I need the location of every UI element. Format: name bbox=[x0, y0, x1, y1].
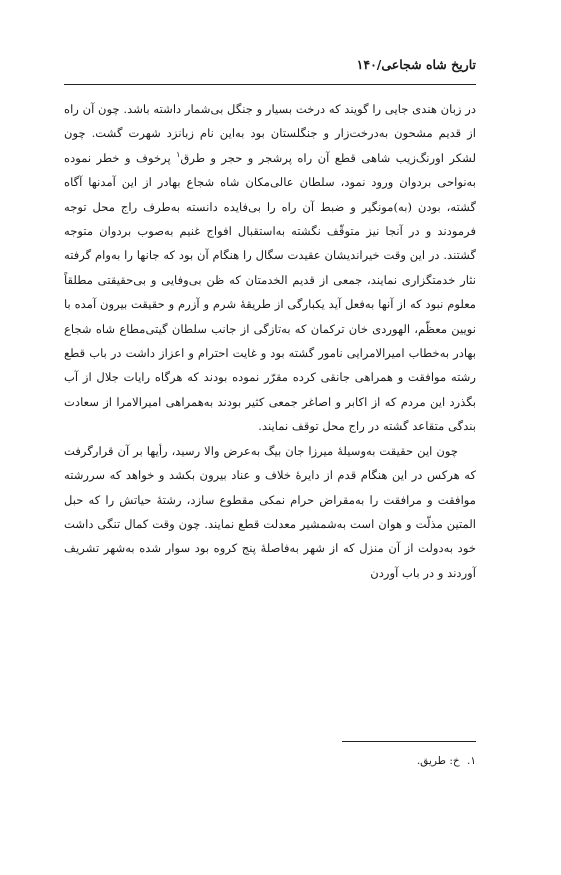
paragraph-2: چون این حقیقت به‌وسیلهٔ میرزا جان بیگ به‌عرض والا رسید، رأیها بر آن قرارگرفت که هرکس در این هنگام قدم از دایرهٔ خلاف و عناد بیرون بکشد و خواهد که سررشته موافقت و مرافقت را به‌مقراض حرام نمکی مقطوع سازد، رشتهٔ حیاتش را که حبل المتین مذلّت و هوان است به‌شمشیر معدلت قطع نمایند. چون وقت کمال تنگی داشت خود به‌دولت از آن منزل که از شهر به‌فاصلهٔ پنج کروه بود سوار شده به‌شهر تشریف آوردند و در باب آوردن bbox=[64, 443, 476, 580]
running-header: تاریخ شاه شجاعی/۱۴۰ bbox=[356, 57, 476, 72]
header-rule bbox=[64, 84, 476, 85]
footnote-1 bbox=[64, 752, 476, 770]
footnote-ref-1: ۱ bbox=[176, 149, 181, 159]
footnote-text: خ: طریق. bbox=[416, 755, 460, 767]
paragraph-1-text: در زبان هندی جایی را گویند که درخت بسیار و جنگل بی‌شمار داشته باشد. چون آن راه از قدیم مشحون به‌درخت‌زار و جنگلستان بود به‌این نام زبانزد شهرت گشت. چون لشکر اورنگ‌زیب شاهی قطع آن راه پرشجر و حجر و طرق bbox=[64, 102, 476, 165]
footnote-number: ۱. bbox=[467, 755, 476, 767]
footnote-rule bbox=[342, 741, 476, 742]
main-text bbox=[64, 97, 476, 585]
paragraph-1-text-cont: پرخوف و خطر نموده به‌نواحی بردوان ورود نمود، سلطان عالی‌مکان شاه شجاع بهادر از این آمدنها آگاه گشته، بودن (به)مونگیر و ضبط آن راه را بی‌فایده دانسته به‌طرف راج محل توجه فرمودند و در آنجا نیز متوقّف نگشته به‌استقبال افواج غنیم به‌صوب بردوان متوجه گشتند. در این وقت خیراندیشان عقیدت سگال را هنگام آن بود که جانها را به‌وام گرفته نثار خدمتگزاری نمایند، جمعی از قدیم الخدمتان که ظن بی‌وفایی و بی‌حقیقتی مطلقاً معلوم نبود که از آنها به‌فعل آید یکبارگی از طریقهٔ شرم و آزرم و حقیقت بیرون آمده با نویین معظّم، الهوردی خان ترکمان که به‌تازگی از جانب سلطان گیتی‌مطاع شاه شجاع بهادر به‌خطاب امیرالامرایی نامور گشته بود و غایت احترام و اعزاز داشت در باب قطع رشته موافقت و همراهی جانقی کرده مقرّر نموده بودند که هرگاه رایات جلال از آب بگذرد این مردم که از اکابر و اصاغر جمعی کثیر بودند به‌همراهی امیرالامرا از سعادت بندگی متقاعد گشته در راج محل توقف نمایند. bbox=[64, 150, 476, 434]
paragraph-1 bbox=[64, 97, 476, 439]
